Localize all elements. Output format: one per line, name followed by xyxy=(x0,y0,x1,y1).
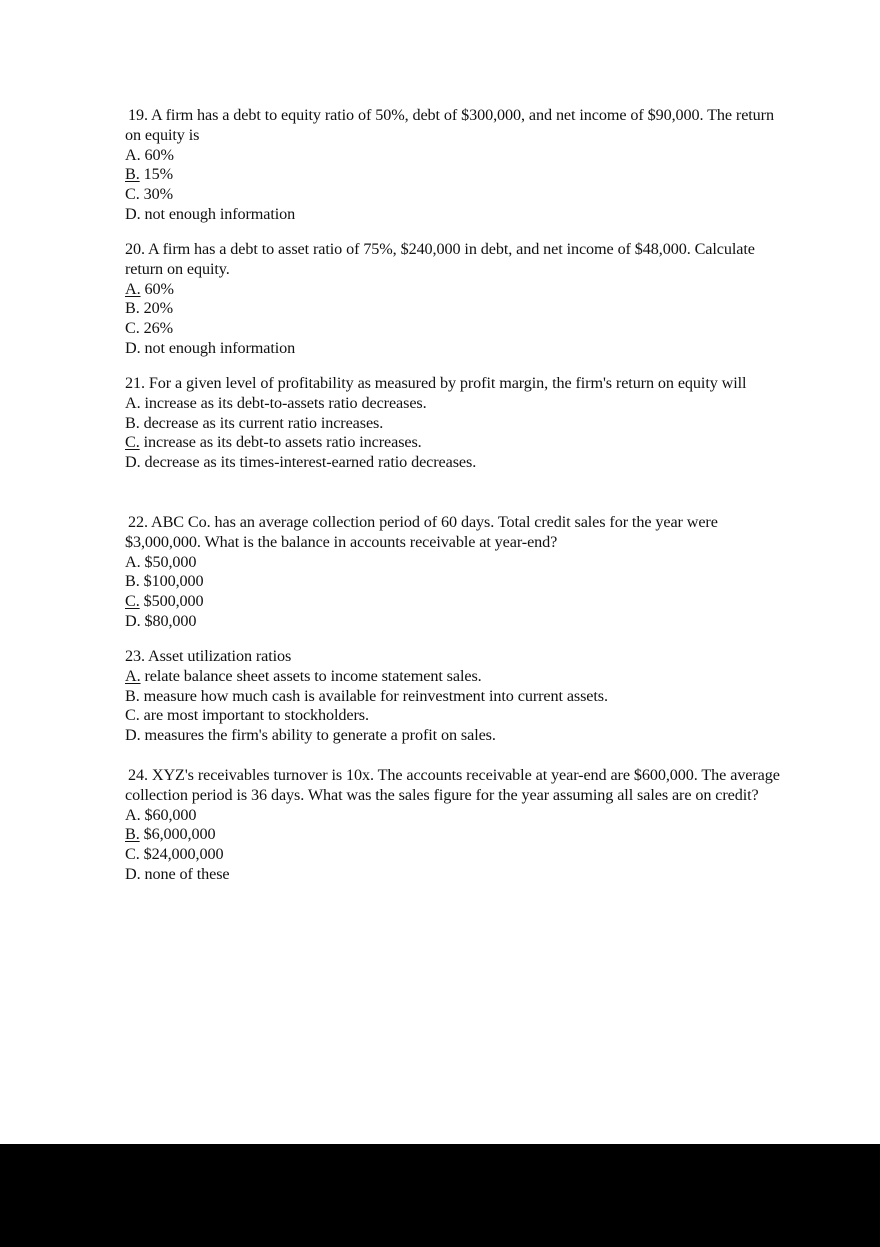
option-d xyxy=(125,612,785,632)
question-stem: 23. Asset utilization ratios xyxy=(125,647,292,665)
option-b xyxy=(125,299,785,319)
option-text: $80,000 xyxy=(140,611,197,630)
option-a xyxy=(125,553,785,573)
option-b xyxy=(125,572,785,592)
option-text: none of these xyxy=(140,864,230,883)
option-a-correct xyxy=(125,667,785,687)
option-text: $50,000 xyxy=(140,552,197,571)
option-text: 60% xyxy=(140,145,174,164)
option-letter-correct: C. xyxy=(125,592,140,611)
option-text: 60% xyxy=(140,279,174,298)
option-text: $500,000 xyxy=(139,592,204,611)
option-b-correct xyxy=(125,825,785,845)
option-d xyxy=(125,339,785,359)
option-c xyxy=(125,185,785,205)
option-text: 30% xyxy=(139,185,173,204)
option-c xyxy=(125,706,785,726)
option-letter: B. xyxy=(125,299,140,318)
option-letter: A. xyxy=(125,145,141,164)
option-b xyxy=(125,414,785,434)
option-c xyxy=(125,319,785,339)
option-letter: D. xyxy=(125,453,141,472)
option-text: decrease as its times-interest-earned ratio decreases. xyxy=(140,453,477,472)
option-letter: D. xyxy=(125,864,141,883)
option-text: 20% xyxy=(139,299,173,318)
option-b-correct xyxy=(125,165,785,185)
option-c-correct xyxy=(125,433,785,453)
option-letter: C. xyxy=(125,706,140,725)
option-c-correct xyxy=(125,592,785,612)
option-a xyxy=(125,394,785,414)
question-24 xyxy=(125,766,785,885)
option-text: $24,000,000 xyxy=(139,845,224,864)
option-letter-correct: C. xyxy=(125,433,140,452)
option-text: 26% xyxy=(139,319,173,338)
option-letter: D. xyxy=(125,204,141,223)
question-stem: 21. For a given level of profitability as measured by profit margin, the firm's return on equity will xyxy=(125,374,747,392)
option-text: not enough information xyxy=(140,338,296,357)
question-stem: 24. XYZ's receivables turnover is 10x. The accounts receivable at year-end are $600,000. The average collection period is 36 days. What was the sales figure for the year assuming all sales are on credit? xyxy=(125,766,780,804)
option-letter: D. xyxy=(125,338,141,357)
bottom-black-bar xyxy=(0,1144,880,1247)
option-letter: D. xyxy=(125,726,141,745)
option-letter: B. xyxy=(125,572,140,591)
option-d xyxy=(125,865,785,885)
question-stem: 22. ABC Co. has an average collection period of 60 days. Total credit sales for the year were $3,000,000. What is the balance in accounts receivable at year-end? xyxy=(125,513,718,551)
option-text: measure how much cash is available for reinvestment into current assets. xyxy=(139,686,608,705)
option-letter: C. xyxy=(125,845,140,864)
option-letter: B. xyxy=(125,413,140,432)
option-c xyxy=(125,845,785,865)
option-letter-correct: B. xyxy=(125,825,140,844)
option-letter-correct: A. xyxy=(125,279,141,298)
option-letter: C. xyxy=(125,185,140,204)
option-text: $60,000 xyxy=(140,805,197,824)
option-text: 15% xyxy=(139,165,173,184)
option-text: increase as its debt-to assets ratio increases. xyxy=(139,433,422,452)
option-d xyxy=(125,205,785,225)
option-letter: A. xyxy=(125,552,141,571)
question-stem: 19. A firm has a debt to equity ratio of 50%, debt of $300,000, and net income of $90,000. The return on equity is xyxy=(125,106,774,144)
option-a xyxy=(125,806,785,826)
option-a xyxy=(125,146,785,166)
option-d xyxy=(125,726,785,746)
option-letter: D. xyxy=(125,611,141,630)
question-23 xyxy=(125,647,785,746)
option-letter: A. xyxy=(125,393,141,412)
option-b xyxy=(125,687,785,707)
option-text: not enough information xyxy=(140,204,296,223)
option-letter-correct: B. xyxy=(125,165,140,184)
option-text: increase as its debt-to-assets ratio decreases. xyxy=(140,393,427,412)
option-text: $6,000,000 xyxy=(139,825,216,844)
option-letter: B. xyxy=(125,686,140,705)
option-a-correct xyxy=(125,280,785,300)
option-d xyxy=(125,453,785,473)
question-20 xyxy=(125,240,785,359)
question-22 xyxy=(125,513,785,632)
option-letter: A. xyxy=(125,805,141,824)
option-text: $100,000 xyxy=(139,572,204,591)
question-stem: 20. A firm has a debt to asset ratio of 75%, $240,000 in debt, and net income of $48,000. Calculate return on equity. xyxy=(125,240,755,278)
option-text: are most important to stockholders. xyxy=(139,706,369,725)
option-text: measures the firm's ability to generate a profit on sales. xyxy=(140,726,496,745)
option-text: decrease as its current ratio increases. xyxy=(139,413,384,432)
option-letter-correct: A. xyxy=(125,666,141,685)
question-19 xyxy=(125,106,785,225)
option-text: relate balance sheet assets to income statement sales. xyxy=(140,666,482,685)
question-21 xyxy=(125,374,785,473)
option-letter: C. xyxy=(125,319,140,338)
